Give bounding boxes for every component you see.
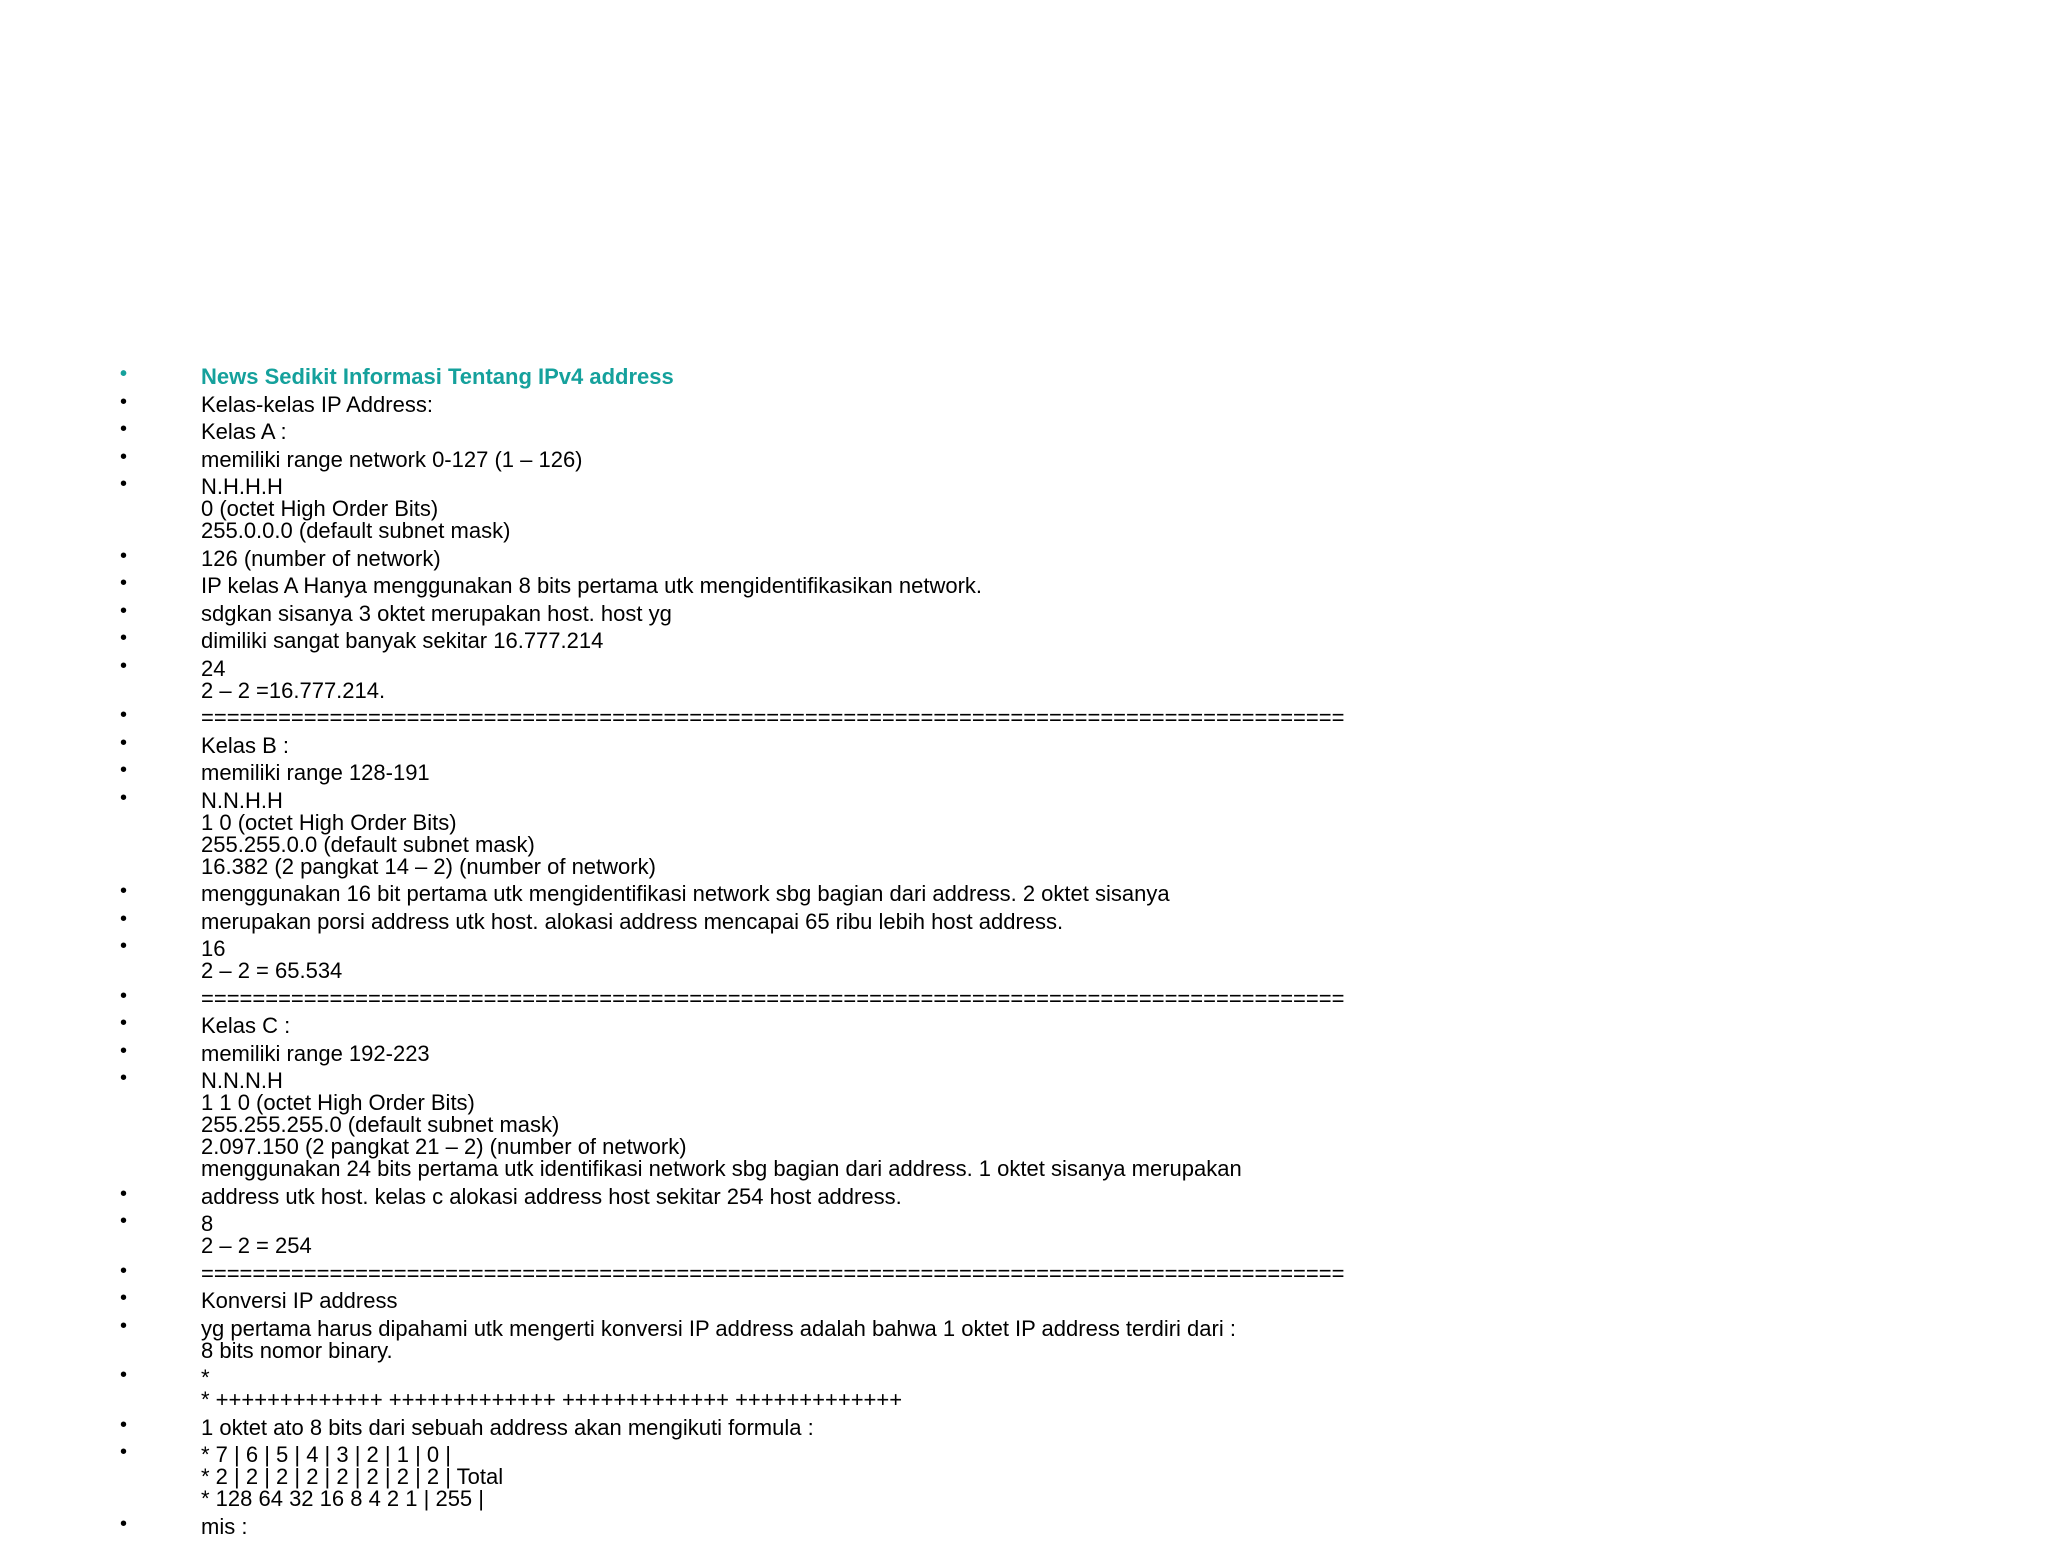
list-item-line: ========================================================================================= xyxy=(201,985,1345,1011)
list-item-line: * 7 | 6 | 5 | 4 | 3 | 2 | 1 | 0 | xyxy=(201,1442,451,1467)
bullet-icon: • xyxy=(120,1287,128,1309)
list-item-line: memiliki range 192-223 xyxy=(201,1040,430,1066)
list-item-line: 0 (octet High Order Bits) xyxy=(201,496,439,521)
list-item-line: 16.382 (2 pangkat 14 – 2) (number of network) xyxy=(201,853,656,879)
bullet-icon: • xyxy=(120,1039,128,1062)
list-item-line: yg pertama harus dipahami utk mengerti konversi IP address adalah bahwa 1 oktet IP address terdiri dari : xyxy=(201,1315,1236,1341)
list-item-line: mis : xyxy=(201,1513,248,1539)
list-item-line: N.H.H.H xyxy=(201,474,283,499)
bullet-icon: • xyxy=(120,786,128,809)
bullet-icon: • xyxy=(120,1413,128,1436)
page-title-item xyxy=(0,363,2048,389)
bullet-icon: • xyxy=(120,572,128,594)
list-item xyxy=(0,786,2048,879)
list-item-line: 1 oktet ato 8 bits dari sebuah address akan mengikuti formula : xyxy=(201,1414,814,1440)
bullet-icon: • xyxy=(120,704,128,726)
list-item-line: * 2 | 2 | 2 | 2 | 2 | 2 | 2 | 2 | Total xyxy=(201,1464,504,1489)
list-item-line: merupakan porsi address utk host. alokasi address mencapai 65 ribu lebih host address. xyxy=(201,908,1064,934)
list-item xyxy=(0,654,2048,703)
bullet-icon: • xyxy=(120,1512,128,1535)
list-item xyxy=(0,1512,2048,1539)
list-item xyxy=(0,1067,2048,1181)
list-item-line: 24 xyxy=(201,655,226,681)
bullet-icon: • xyxy=(120,1441,128,1463)
list-item xyxy=(0,1413,2048,1440)
bullet-icon: • xyxy=(120,544,128,567)
list-item xyxy=(0,759,2048,785)
list-item-line: Kelas-kelas IP Address: xyxy=(201,391,433,417)
bullet-icon: • xyxy=(120,654,128,677)
list-item xyxy=(0,1287,2048,1313)
list-item-line: sdgkan sisanya 3 oktet merupakan host. host yg xyxy=(201,600,672,626)
list-item-line: 2.097.150 (2 pangkat 21 – 2) (number of network) xyxy=(201,1134,687,1159)
list-item-line: ========================================================================================= xyxy=(201,1260,1345,1286)
list-item-line: N.N.N.H xyxy=(201,1068,283,1093)
list-item xyxy=(0,572,2048,598)
bullet-icon: • xyxy=(120,1314,128,1337)
list-item-line: 2 – 2 = 65.534 xyxy=(201,958,343,983)
list-item-line: 255.0.0.0 (default subnet mask) xyxy=(201,518,511,543)
list-item xyxy=(0,627,2048,653)
list-item xyxy=(0,704,2048,730)
list-item-line: address utk host. kelas c alokasi address host sekitar 254 host address. xyxy=(201,1183,902,1209)
bullet-icon: • xyxy=(120,731,128,754)
list-item xyxy=(0,1441,2048,1511)
bullet-icon: • xyxy=(120,880,128,902)
bullet-icon: • xyxy=(120,1012,128,1034)
bullet-icon: • xyxy=(120,1067,128,1089)
list-item-line: dimiliki sangat banyak sekitar 16.777.214 xyxy=(201,628,604,653)
bullet-icon: • xyxy=(120,418,128,440)
list-item xyxy=(0,1039,2048,1066)
list-item-line: 2 – 2 =16.777.214. xyxy=(201,677,386,703)
bullet-icon: • xyxy=(120,759,128,781)
bullet-icon: • xyxy=(120,1182,128,1205)
list-item xyxy=(0,907,2048,934)
list-item xyxy=(0,880,2048,906)
list-item xyxy=(0,599,2048,626)
list-item-line: * 128 64 32 16 8 4 2 1 | 255 | xyxy=(201,1486,484,1511)
list-item xyxy=(0,544,2048,571)
bullet-icon: • xyxy=(120,627,128,649)
page-title: News Sedikit Informasi Tentang IPv4 address xyxy=(201,364,674,389)
bullet-icon: • xyxy=(120,1259,128,1282)
list-item xyxy=(0,984,2048,1011)
list-item-line: * xyxy=(201,1365,210,1390)
list-item xyxy=(0,1182,2048,1209)
list-item-line: memiliki range network 0-127 (1 – 126) xyxy=(201,446,583,472)
list-item xyxy=(0,935,2048,983)
list-item-line: * +++++++++++++ +++++++++++++ +++++++++++++ +++++++++++++ xyxy=(201,1387,903,1412)
list-item-line: 255.255.0.0 (default subnet mask) xyxy=(201,831,535,857)
list-item xyxy=(0,445,2048,472)
list-item-line: 16 xyxy=(201,936,226,961)
list-item-line: IP kelas A Hanya menggunakan 8 bits pertama utk mengidentifikasikan network. xyxy=(201,573,983,598)
list-item-line: menggunakan 16 bit pertama utk mengidentifikasi network sbg bagian dari address. 2 oktet sisanya xyxy=(201,881,1170,906)
bullet-icon: • xyxy=(120,473,128,495)
list-item xyxy=(0,1364,2048,1412)
list-item-line: 255.255.255.0 (default subnet mask) xyxy=(201,1112,560,1137)
list-item-line: Kelas A : xyxy=(201,419,287,444)
list-item xyxy=(0,1210,2048,1258)
bullet-icon: • xyxy=(120,1364,128,1386)
list-item-line: 1 0 (octet High Order Bits) xyxy=(201,809,457,835)
list-item-line: 126 (number of network) xyxy=(201,545,441,571)
bullet-icon: • xyxy=(120,984,128,1007)
bullet-icon: • xyxy=(120,935,128,957)
list-item xyxy=(0,1314,2048,1363)
list-item-line: 1 1 0 (octet High Order Bits) xyxy=(201,1090,475,1115)
list-item xyxy=(0,390,2048,417)
list-item-line: Kelas B : xyxy=(201,732,290,758)
list-item-line: ========================================================================================= xyxy=(201,705,1345,730)
list-item xyxy=(0,731,2048,758)
list-item xyxy=(0,1012,2048,1038)
list-item-line: N.N.H.H xyxy=(201,787,283,813)
list-item-line: 8 xyxy=(201,1211,214,1236)
list-item-line: Konversi IP address xyxy=(201,1288,398,1313)
list-item-line: 8 bits nomor binary. xyxy=(201,1337,393,1363)
list-item xyxy=(0,1259,2048,1286)
bullet-icon: • xyxy=(120,599,128,622)
bullet-icon: • xyxy=(120,390,128,413)
list-item-line: 2 – 2 = 254 xyxy=(201,1233,312,1258)
list-item-line: Kelas C : xyxy=(201,1013,291,1038)
document-bullet-list xyxy=(0,363,2048,1543)
bullet-icon: • xyxy=(120,445,128,468)
list-item xyxy=(0,473,2048,543)
list-item-line: memiliki range 128-191 xyxy=(201,760,430,785)
bullet-icon: • xyxy=(120,1210,128,1232)
list-item xyxy=(0,418,2048,444)
bullet-icon: • xyxy=(120,907,128,930)
list-item-line: menggunakan 24 bits pertama utk identifikasi network sbg bagian dari address. 1 oktet sisanya merupakan xyxy=(201,1156,1242,1181)
bullet-icon: • xyxy=(120,363,128,385)
